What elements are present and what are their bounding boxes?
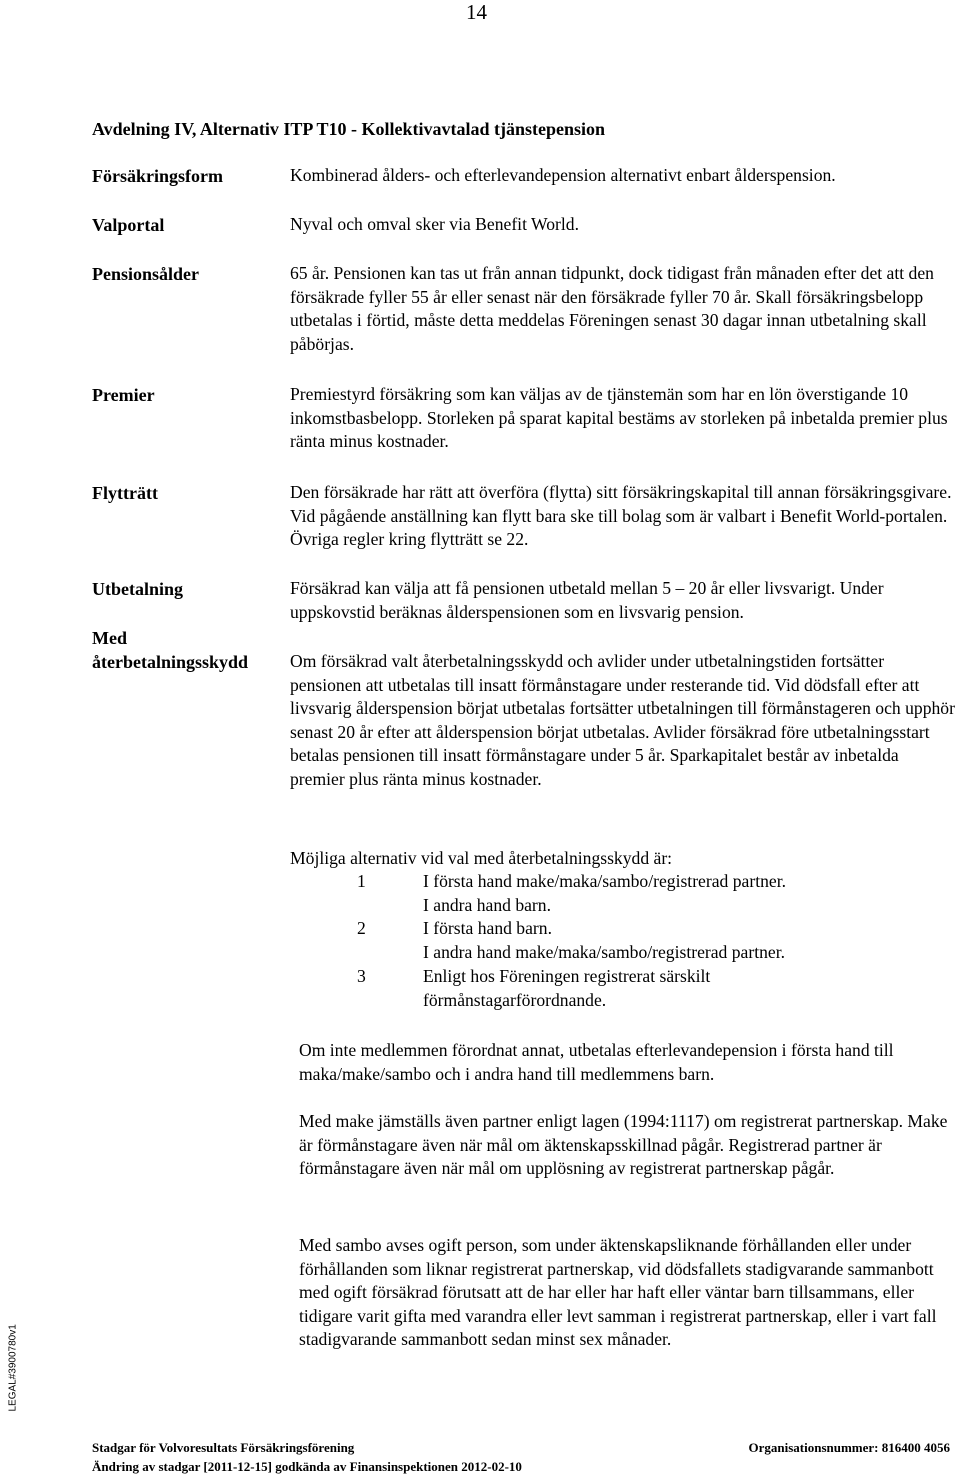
term-pensionsalder: Pensionsålder (92, 264, 200, 284)
def-flyttratt: Den försäkrade har rätt att överföra (flytta) sitt försäkringskapital till annan försäkringsgivare. Vid pågående anställning kan flytt bara ske till bolag som är valbart i Benefit World-portalen. Övriga regler kring flytträtt se 22. (290, 482, 952, 550)
term-valportal: Valportal (92, 215, 165, 235)
footer-organization: Stadgar för Volvoresultats Försäkringsförening (92, 1440, 355, 1455)
alternatives-intro: Möjliga alternativ vid val med återbetalningsskydd är: (290, 848, 673, 868)
alternative-line: I andra hand barn. (423, 894, 551, 915)
alternative-number: 2 (357, 918, 366, 938)
alternative-text (423, 965, 923, 1012)
footer-amendment: Ändring av stadgar [2011-12-15] godkända av Finansinspektionen 2012-02-10 (92, 1459, 522, 1474)
alternative-number: 3 (357, 966, 366, 986)
footer-org-number: Organisationsnummer: 816400 4056 (748, 1440, 950, 1455)
term-forsakringsform: Försäkringsform (92, 166, 223, 186)
document-code: LEGAL#3900780v1 (7, 1324, 19, 1412)
alternative-line: Enligt hos Föreningen registrerat särskilt (423, 966, 711, 986)
term-aterbetalningsskydd: återbetalningsskydd (92, 652, 249, 672)
alternative-text (423, 917, 923, 964)
alternative-line: I första hand make/maka/sambo/registrerad partner. (423, 871, 786, 891)
term-med: Med (92, 628, 127, 648)
term-utbetalning: Utbetalning (92, 579, 184, 599)
alternative-line: I andra hand make/maka/sambo/registrerad partner. (423, 941, 785, 962)
section-heading: Avdelning IV, Alternativ ITP T10 - Kollektivavtalad tjänstepension (92, 119, 606, 139)
def-valportal: Nyval och omval sker via Benefit World. (290, 214, 579, 234)
def-pensionsalder: 65 år. Pensionen kan tas ut från annan tidpunkt, dock tidigast från månaden efter det att den försäkrade fyller 55 år eller senast när den försäkrade fyller 70 år. Skall försäkringsbelopp utbetalas i förtid, måste detta meddelas Föreningen senast 30 dagar innan utbetalning skall påbörjas. (290, 263, 934, 354)
def-aterbetalningsskydd: Om försäkrad valt återbetalningsskydd och avlider under utbetalningstiden fortsätter pensionen att utbetalas till insatt förmånstagare under resterande tid. Vid dödsfall efter att livsvarig ålderspension börjat utbetalas fortsätter utbetalningen till förmånstageren och upphör senast 20 år efter att ålderspension börjat utbetalas. Avlider försäkrad före utbetalningsstart betalas pensionen till insatt förmånstagare under 5 år. Sparkapitalet består av inbetalda premier plus ränta minus kostnader. (290, 651, 955, 789)
paragraph-partner: Med make jämställs även partner enligt lagen (1994:1117) om registrerat partnerskap. Make är förmånstagare även när mål om äktenskapsskillnad pågår. Registrerad partner är förmånstagare även när mål om upplösning av registrerat partnerskap pågår. (299, 1111, 948, 1179)
alternative-line: I första hand barn. (423, 918, 552, 938)
alternative-number: 1 (357, 871, 366, 891)
alternative-line: förmånstagarförordnande. (423, 989, 607, 1010)
def-forsakringsform: Kombinerad ålders- och efterlevandepension alternativt enbart ålderspension. (290, 165, 836, 185)
term-premier: Premier (92, 385, 155, 405)
paragraph-sambo: Med sambo avses ogift person, som under äktenskapsliknande förhållanden eller under förhållanden som liknar registrerat partnerskap, vid dödsfallets stadigvarande sammanbott med ogift försäkrad förutsatt att de har eller har haft eller väntar barn tillsammans, eller tidigare varit gifta med varandra eller levt samman i registrerat partnerskap, eller i vart fall stadigvarande sammanbott sedan minst sex månader. (299, 1235, 937, 1350)
term-flyttratt: Flytträtt (92, 483, 158, 503)
def-utbetalning: Försäkrad kan välja att få pensionen utbetald mellan 5 – 20 år eller livsvarigt. Under uppskovstid beräknas ålderspensionen som en livsvarig pension. (290, 578, 884, 622)
page-number: 14 (466, 0, 487, 24)
paragraph-default-beneficiary: Om inte medlemmen förordnat annat, utbetalas efterlevandepension i första hand till maka/make/sambo och i andra hand till medlemmens barn. (299, 1040, 894, 1084)
def-premier: Premiestyrd försäkring som kan väljas av de tjänstemän som har en lön överstigande 10 inkomstbasbelopp. Storleken på sparat kapital bestäms av storleken på inbetalda premier plus ränta minus kostnader. (290, 384, 948, 452)
alternative-text (423, 870, 923, 917)
